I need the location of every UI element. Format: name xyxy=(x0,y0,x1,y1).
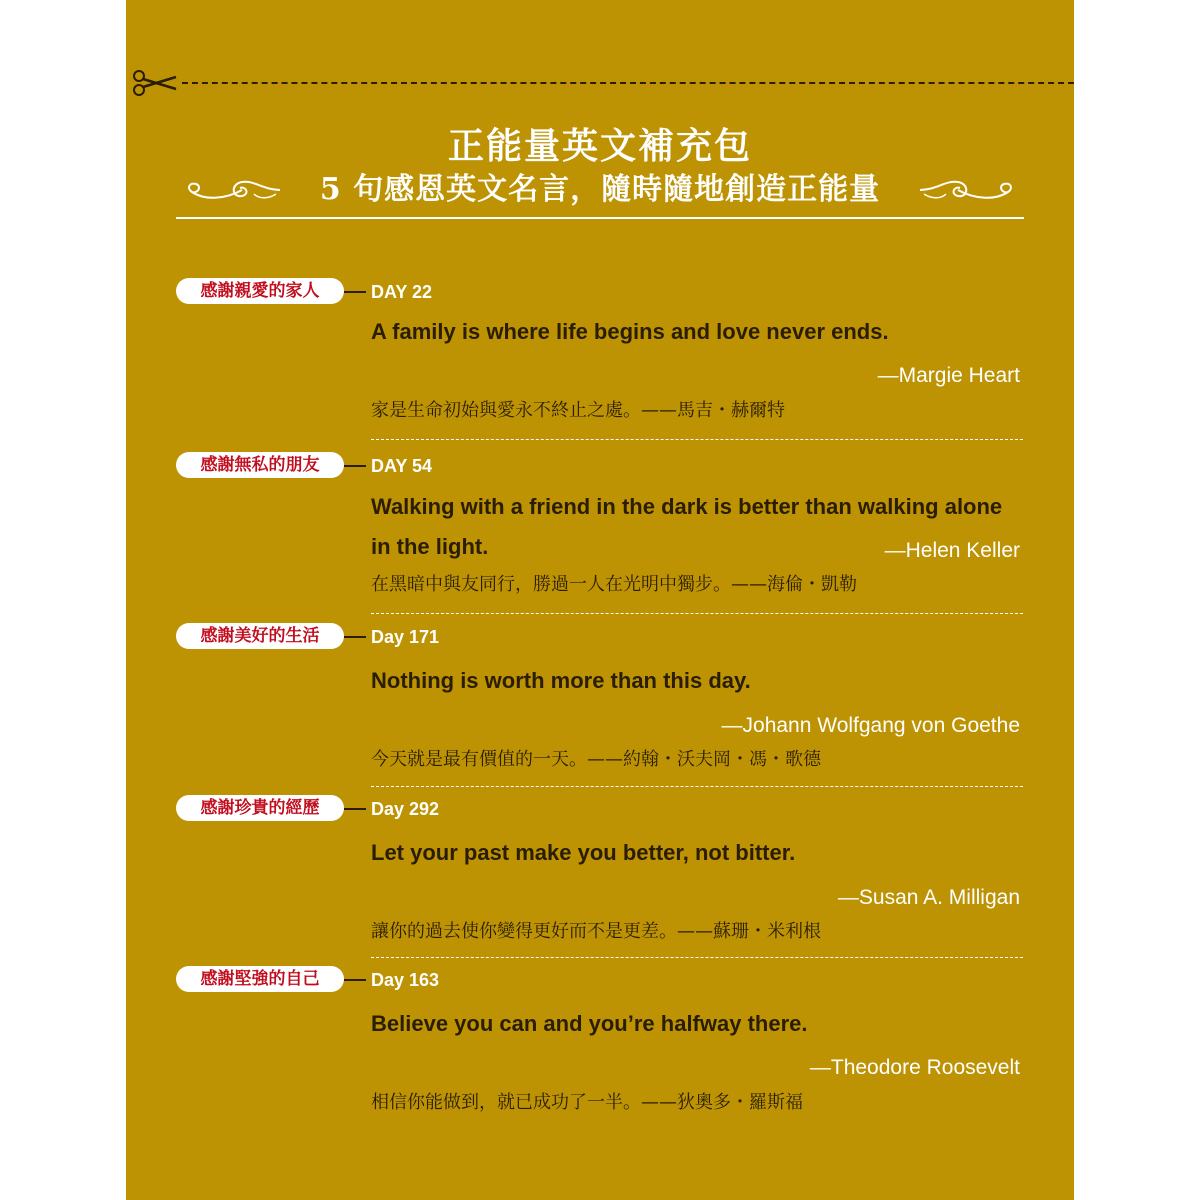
chinese-translation: 讓你的過去使你變得更好而不是更差。——蘇珊・米利根 xyxy=(371,921,821,942)
tag-connector xyxy=(344,808,366,810)
quote-author: —Theodore Roosevelt xyxy=(809,1056,1020,1079)
quote-author: —Margie Heart xyxy=(877,364,1020,387)
quote-author: —Helen Keller xyxy=(884,539,1020,562)
title-rule xyxy=(176,217,1024,219)
entry-divider xyxy=(371,957,1023,958)
day-label: DAY 54 xyxy=(371,456,433,476)
tag-connector xyxy=(344,291,366,293)
english-quote: Let your past make you better, not bitter. xyxy=(371,840,796,865)
page-title: 正能量英文補充包 xyxy=(447,125,752,167)
day-label: Day 171 xyxy=(371,627,440,647)
english-quote: Believe you can and you’re halfway there. xyxy=(371,1011,808,1036)
chinese-translation: 在黑暗中與友同行，勝過一人在光明中獨步。——海倫・凱勒 xyxy=(371,574,857,595)
quote-entry xyxy=(126,795,1074,955)
subtitle-row xyxy=(126,168,1074,212)
category-tag: 感謝無私的朋友 xyxy=(176,452,344,478)
quote-author: —Susan A. Milligan xyxy=(837,886,1020,909)
dashed-cut-line xyxy=(182,82,1074,84)
chinese-translation: 今天就是最有價值的一天。——約翰・沃夫岡・馮・歌德 xyxy=(371,749,821,770)
quote-entry xyxy=(126,278,1074,438)
tag-connector xyxy=(344,465,366,467)
scissors-icon xyxy=(130,68,180,98)
day-label: Day 292 xyxy=(371,799,440,819)
quote-page xyxy=(126,0,1074,1200)
quote-entry xyxy=(126,452,1074,612)
category-tag: 感謝堅強的自己 xyxy=(176,966,344,992)
quote-author: —Johann Wolfgang von Goethe xyxy=(721,714,1020,737)
category-tag: 感謝珍貴的經歷 xyxy=(176,795,344,821)
chinese-translation: 相信你能做到，就已成功了一半。——狄奧多・羅斯福 xyxy=(371,1092,803,1113)
english-quote: Walking with a friend in the dark is better than walking alone in the light. xyxy=(371,494,1003,559)
category-tag: 感謝美好的生活 xyxy=(176,623,344,649)
quote-entry xyxy=(126,966,1074,1126)
entry-divider xyxy=(371,786,1023,787)
category-tag: 感謝親愛的家人 xyxy=(176,278,344,304)
tag-connector xyxy=(344,979,366,981)
tag-connector xyxy=(344,636,366,638)
entry-divider xyxy=(371,439,1023,440)
day-label: DAY 22 xyxy=(371,282,433,302)
page-subtitle: 5 句感恩英文名言，隨時隨地創造正能量 xyxy=(319,172,881,207)
flourish-icon xyxy=(916,174,1016,206)
english-quote: A family is where life begins and love never ends. xyxy=(371,319,889,344)
quote-entry xyxy=(126,623,1074,783)
entry-divider xyxy=(371,613,1023,614)
chinese-translation: 家是生命初始與愛永不終止之處。——馬吉・赫爾特 xyxy=(371,400,785,421)
day-label: Day 163 xyxy=(371,970,440,990)
english-quote: Nothing is worth more than this day. xyxy=(371,668,751,693)
